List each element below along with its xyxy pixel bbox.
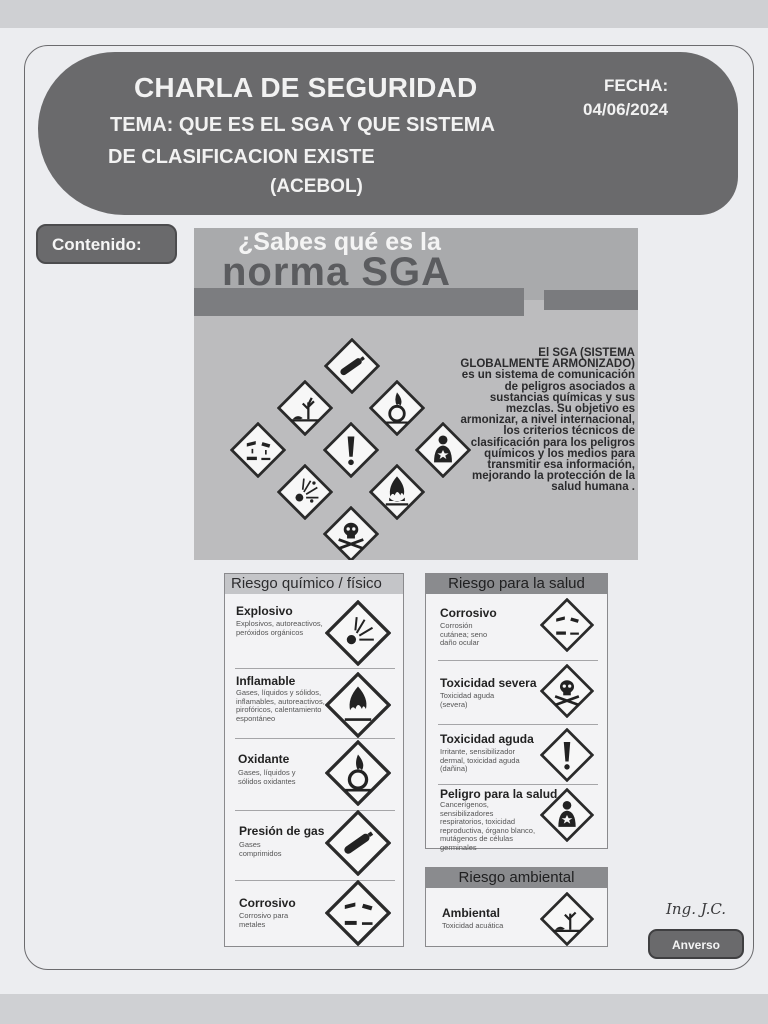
contenido-label: Contenido:	[36, 224, 177, 264]
chemical-panel-header: Riesgo químico / físico	[225, 574, 403, 594]
item-title: Toxicidad severa	[440, 676, 537, 690]
item-title: Corrosivo	[239, 896, 296, 910]
item-description: Corrosión cutánea; seno daño ocular	[440, 621, 488, 648]
sga-poster	[194, 228, 638, 560]
poster-title-line1: ¿Sabes qué es la	[238, 228, 441, 256]
anverso-badge: Anverso	[648, 929, 744, 959]
item-title: Presión de gas	[239, 824, 325, 838]
environment-panel-header: Riesgo ambiental	[426, 868, 607, 888]
divider	[438, 784, 598, 785]
header-banner	[38, 52, 738, 215]
topic-line-3: (ACEBOL)	[270, 176, 363, 197]
item-title: Ambiental	[442, 906, 501, 920]
corrosive-icon	[540, 598, 594, 652]
item-title: Inflamable	[236, 674, 296, 688]
item-title: Toxicidad aguda	[440, 732, 534, 746]
sga-description: El SGA (SISTEMA GLOBALMENTE ARMONIZADO) es un sistema de comunicación de peligros asociados a sustancias químicas y sus mezclas. Su objetivo es armonizar, a nivel internacional, los criterios técnicos de clasificación para los peligros químicos y los medios para transmitir esa información, mejorando la protección de la salud humana .	[460, 347, 635, 494]
item-description: Toxicidad aguda (severa)	[440, 691, 495, 709]
health-hazard-icon	[540, 788, 594, 842]
exclamation-icon	[540, 728, 594, 782]
poster-title-line2: norma SGA	[222, 250, 452, 294]
divider	[438, 724, 598, 725]
item-description: Gases, líquidos y sólidos oxidantes	[238, 768, 296, 786]
chemical-risk-panel	[224, 573, 404, 947]
date-label: FECHA:	[604, 76, 669, 95]
poster-bar-right	[544, 290, 638, 310]
oxidizer-icon	[325, 740, 391, 806]
item-title: Oxidante	[238, 752, 290, 766]
item-title: Explosivo	[236, 604, 293, 618]
divider	[438, 660, 598, 661]
signature: Ing. J.C.	[666, 900, 727, 918]
environment-risk-panel	[425, 867, 608, 947]
item-description: Cancerígenos, sensibilizadores respiratorios, toxicidad reproductiva, órgano blanco, mutágenos de células germinales	[440, 800, 536, 852]
item-title: Peligro para la salud	[440, 787, 558, 801]
skull-icon	[323, 506, 379, 560]
flame-icon	[325, 672, 391, 738]
explosive-icon	[325, 600, 391, 666]
item-description: Corrosivo para metales	[239, 911, 289, 929]
item-title: Corrosivo	[440, 606, 497, 620]
gas-cylinder-icon	[325, 810, 391, 876]
topic-line-2: DE CLASIFICACION EXISTE	[108, 146, 375, 168]
environment-icon	[540, 892, 594, 946]
topic-line-1: TEMA: QUE ES EL SGA Y QUE SISTEMA	[110, 114, 495, 136]
item-description: Gases, líquidos y sólidos, inflamables, autoreactivos, pirofóricos, calentamiento espontáneo	[236, 688, 325, 723]
item-description: Irritante, sensibilizador dermal, toxicidad aguda (dañina)	[440, 747, 520, 774]
item-description: Gases comprimidos	[239, 840, 282, 858]
health-panel-header: Riesgo para la salud	[426, 574, 607, 594]
health-risk-panel	[425, 573, 608, 852]
divider	[235, 738, 395, 739]
divider	[235, 668, 395, 669]
corrosive-icon	[325, 880, 391, 946]
page-title: CHARLA DE SEGURIDAD	[134, 72, 478, 103]
item-description: Toxicidad acuática	[442, 921, 504, 930]
item-description: Explosivos, autoreactivos, peróxidos orgánicos	[236, 619, 323, 637]
date-value: 04/06/2024	[583, 100, 669, 119]
skull-icon	[540, 664, 594, 718]
